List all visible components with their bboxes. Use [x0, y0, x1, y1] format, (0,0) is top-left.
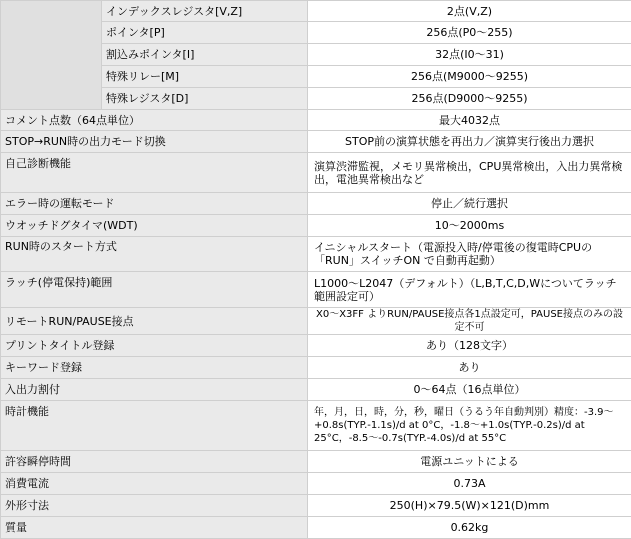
- spec-label-comment-points: コメント点数（64点単位）: [1, 110, 308, 131]
- spec-label-self-diagnosis: 自己診断機能: [1, 153, 308, 193]
- spec-value-index-register: 2点(V,Z): [308, 1, 631, 22]
- spec-value-remote-run-pause: X0〜X3FF よりRUN/PAUSE接点各1点設定可，PAUSE接点のみの設定不可: [308, 308, 631, 335]
- spec-value-self-diagnosis: 演算渋滞監視，メモリ異常検出，CPU異常検出，入出力異常検出，電池異常検出など: [308, 153, 631, 193]
- spec-label-power-interruption: 許容瞬停時間: [1, 451, 308, 473]
- spec-label-index-register: インデックスレジスタ[V,Z]: [102, 1, 308, 22]
- spec-label-clock: 時計機能: [1, 401, 308, 451]
- spec-label-special-register: 特殊レジスタ[D]: [102, 88, 308, 110]
- spec-value-power-interruption: 電源ユニットによる: [308, 451, 631, 473]
- spec-label-interrupt-pointer: 割込みポインタ[I]: [102, 44, 308, 66]
- spec-value-pointer: 256点(P0〜255): [308, 22, 631, 44]
- spec-value-io-assignment: 0〜64点（16点単位）: [308, 379, 631, 401]
- spec-label-remote-run-pause: リモートRUN/PAUSE接点: [1, 308, 308, 335]
- spec-value-run-start: イニシャルスタート（電源投入時/停電後の復電時CPUの「RUN」スイッチON で自動再起動）: [308, 237, 631, 272]
- spec-value-wdt: 10〜2000ms: [308, 215, 631, 237]
- spec-label-io-assignment: 入出力割付: [1, 379, 308, 401]
- spec-label-wdt: ウオッチドグタイマ(WDT): [1, 215, 308, 237]
- spec-label-print-title: プリントタイトル登録: [1, 335, 308, 357]
- spec-label-pointer: ポインタ[P]: [102, 22, 308, 44]
- spec-value-special-relay: 256点(M9000〜9255): [308, 66, 631, 88]
- spec-value-print-title: あり（128文字）: [308, 335, 631, 357]
- spec-value-latch-range: L1000〜L2047（デフォルト）（L,B,T,C,D,Wについてラッチ範囲設定可）: [308, 272, 631, 308]
- spec-value-clock: 年，月，日，時，分，秒，曜日（うるう年自動判別）精度：-3.9〜+0.8s(TYP.-1.1s)/d at 0°C，-1.8〜+1.0s(TYP.-0.2s)/d at 25°C，-8.5〜-0.7s(TYP.-4.0s)/d at 55°C: [308, 401, 631, 451]
- spec-value-current: 0.73A: [308, 473, 631, 495]
- spec-value-comment-points: 最大4032点: [308, 110, 631, 131]
- spec-value-keyword: あり: [308, 357, 631, 379]
- spec-label-dimensions: 外形寸法: [1, 495, 308, 517]
- spec-label-error-mode: エラー時の運転モード: [1, 193, 308, 215]
- spec-label-keyword: キーワード登録: [1, 357, 308, 379]
- spec-label-run-start: RUN時のスタート方式: [1, 237, 308, 272]
- spec-value-dimensions: 250(H)×79.5(W)×121(D)mm: [308, 495, 631, 517]
- spec-value-special-register: 256点(D9000〜9255): [308, 88, 631, 110]
- group-blank-cell: [1, 1, 102, 110]
- spec-value-error-mode: 停止／続行選択: [308, 193, 631, 215]
- spec-value-interrupt-pointer: 32点(I0〜31): [308, 44, 631, 66]
- spec-label-mass: 質量: [1, 517, 308, 539]
- spec-label-current: 消費電流: [1, 473, 308, 495]
- spec-value-output-mode: STOP前の演算状態を再出力／演算実行後出力選択: [308, 131, 631, 153]
- spec-label-latch-range: ラッチ(停電保持)範囲: [1, 272, 308, 308]
- spec-value-mass: 0.62kg: [308, 517, 631, 539]
- spec-label-special-relay: 特殊リレー[M]: [102, 66, 308, 88]
- spec-label-output-mode: STOP→RUN時の出力モード切換: [1, 131, 308, 153]
